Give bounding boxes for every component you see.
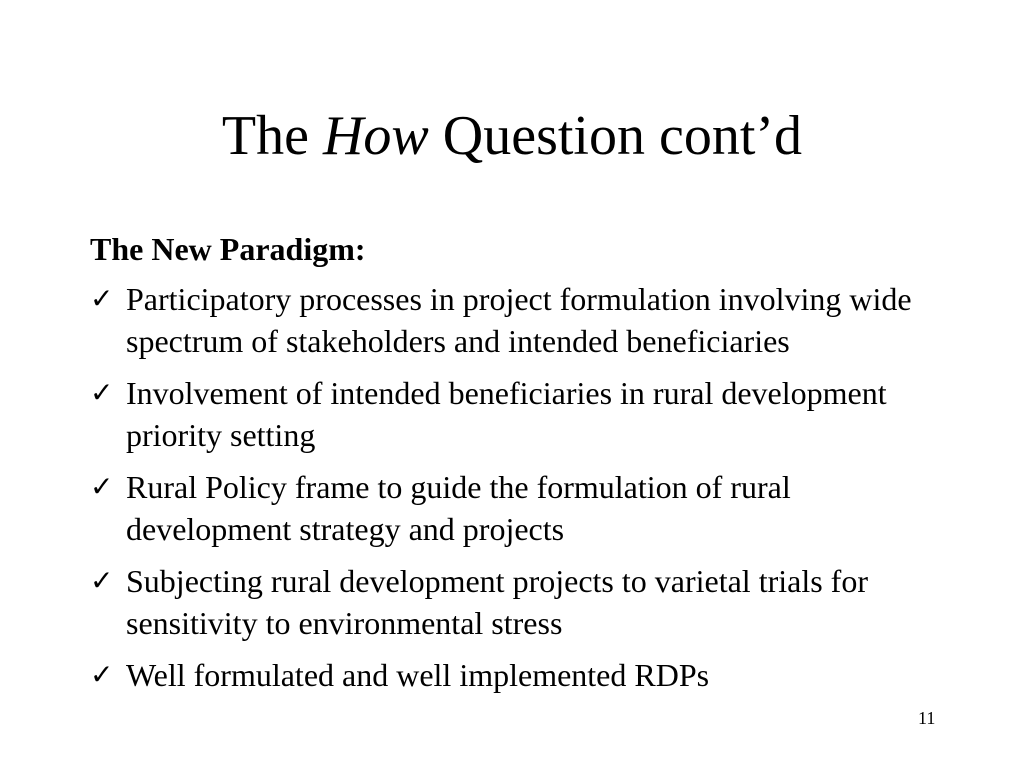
bullet-text: Rural Policy frame to guide the formulation of rural development strategy and projects [126, 469, 791, 547]
check-icon: ✓ [90, 282, 114, 315]
bullet-text: Well formulated and well implemented RDPs [126, 657, 710, 693]
check-icon: ✓ [90, 470, 114, 503]
check-icon: ✓ [90, 376, 114, 409]
slide-body [90, 228, 930, 706]
section-heading: The New Paradigm: [90, 231, 366, 267]
bullet-text: Participatory processes in project formulation involving wide spectrum of stakeholders and intended beneficiaries [126, 281, 912, 359]
bullet-item [90, 466, 930, 550]
title-suffix: Question cont’d [428, 105, 803, 167]
slide-number: 11 [918, 708, 936, 728]
slide-title [0, 100, 1024, 172]
bullet-text: Subjecting rural development projects to varietal trials for sensitivity to environmental stress [126, 563, 868, 641]
check-icon: ✓ [90, 564, 114, 597]
check-icon: ✓ [90, 658, 114, 691]
bullet-text: Involvement of intended beneficiaries in rural development priority setting [126, 375, 887, 453]
title-prefix: The [221, 105, 323, 167]
bullet-item [90, 654, 930, 696]
title-emphasis: How [322, 105, 429, 167]
bullet-item [90, 372, 930, 456]
bullet-item [90, 560, 930, 644]
bullet-item [90, 278, 930, 362]
bullet-list [90, 278, 930, 696]
